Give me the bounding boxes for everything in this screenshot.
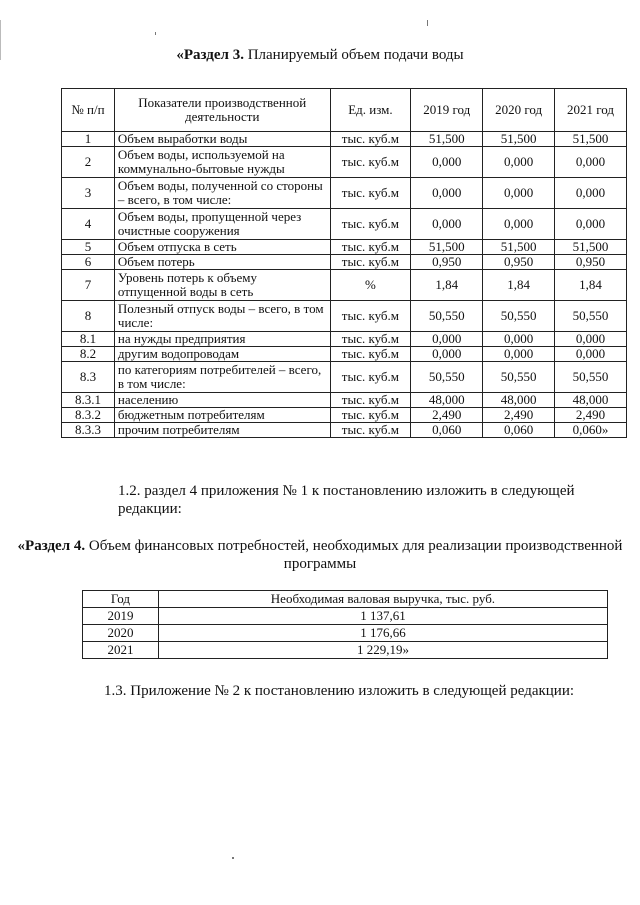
unit-cell: тыс. куб.м — [330, 362, 411, 393]
row-number-cell: 8 — [62, 301, 115, 332]
value-2020-cell: 0,000 — [483, 332, 555, 347]
unit-cell: тыс. куб.м — [330, 132, 411, 147]
value-2021-cell: 51,500 — [555, 132, 627, 147]
value-2020-cell: 50,550 — [483, 362, 555, 393]
table-row — [62, 178, 627, 209]
value-2020-cell: 0,000 — [483, 347, 555, 362]
value-2021-cell: 51,500 — [555, 240, 627, 255]
section-4-prefix: «Раздел 4. — [17, 538, 86, 554]
paragraph-1-3-text: 1.3. Приложение № 2 к постановлению изложить в следующей редакции: — [104, 683, 575, 699]
value-2020-cell: 0,060 — [483, 423, 555, 438]
value-2019-cell: 50,550 — [411, 362, 483, 393]
indicator-name-cell: другим водопроводам — [114, 347, 330, 362]
unit-cell: тыс. куб.м — [330, 393, 411, 408]
scan-mark — [155, 32, 156, 35]
unit-cell: тыс. куб.м — [330, 209, 411, 240]
value-2021-cell: 0,000 — [555, 178, 627, 209]
table-row — [62, 332, 627, 347]
unit-cell: тыс. куб.м — [330, 255, 411, 270]
value-2019-cell: 2,490 — [411, 408, 483, 423]
value-2021-cell: 50,550 — [555, 362, 627, 393]
unit-cell: тыс. куб.м — [330, 178, 411, 209]
row-number-cell: 3 — [62, 178, 115, 209]
value-2021-cell: 0,000 — [555, 209, 627, 240]
indicator-name-cell: Объем выработки воды — [114, 132, 330, 147]
value-2019-cell: 1,84 — [411, 270, 483, 301]
value-2020-cell: 0,000 — [483, 147, 555, 178]
paragraph-1-2-text: 1.2. раздел 4 приложения № 1 к постановлению изложить в следующей редакции: — [118, 483, 575, 517]
row-number-cell: 8.3.3 — [62, 423, 115, 438]
value-2019-cell: 0,000 — [411, 347, 483, 362]
table-row — [83, 608, 608, 625]
row-number-cell: 1 — [62, 132, 115, 147]
scan-mark — [232, 857, 234, 859]
value-2021-cell: 1,84 — [555, 270, 627, 301]
table-row — [83, 625, 608, 642]
value-2019-cell: 48,000 — [411, 393, 483, 408]
indicator-name-cell: на нужды предприятия — [114, 332, 330, 347]
section-3-prefix: «Раздел 3. — [176, 47, 244, 63]
indicator-name-cell: Объем воды, полученной со стороны – всего, в том числе: — [114, 178, 330, 209]
row-number-cell: 2 — [62, 147, 115, 178]
header-cell: 2020 год — [483, 89, 555, 132]
table-row — [62, 347, 627, 362]
value-2021-cell: 0,000 — [555, 332, 627, 347]
row-number-cell: 4 — [62, 209, 115, 240]
revenue-cell: 1 176,66 — [158, 625, 607, 642]
indicator-name-cell: по категориям потребителей – всего, в том числе: — [114, 362, 330, 393]
header-cell: 2019 год — [411, 89, 483, 132]
indicator-name-cell: Полезный отпуск воды – всего, в том числе: — [114, 301, 330, 332]
row-number-cell: 8.3.1 — [62, 393, 115, 408]
indicator-name-cell: Объем воды, используемой на коммунально-бытовые нужды — [114, 147, 330, 178]
value-2019-cell: 0,000 — [411, 209, 483, 240]
table-row — [62, 362, 627, 393]
value-2020-cell: 0,000 — [483, 209, 555, 240]
section-3-heading — [0, 47, 640, 64]
row-number-cell: 8.1 — [62, 332, 115, 347]
indicator-name-cell: Объем воды, пропущенной через очистные сооружения — [114, 209, 330, 240]
table-row — [62, 255, 627, 270]
row-number-cell: 5 — [62, 240, 115, 255]
revenue-cell: 1 137,61 — [158, 608, 607, 625]
table-row — [62, 408, 627, 423]
section-4-heading — [0, 537, 640, 573]
value-2021-cell: 0,060» — [555, 423, 627, 438]
indicator-name-cell: бюджетным потребителям — [114, 408, 330, 423]
financial-needs-table — [82, 590, 608, 659]
value-2020-cell: 51,500 — [483, 132, 555, 147]
unit-cell: тыс. куб.м — [330, 423, 411, 438]
table-row — [62, 132, 627, 147]
unit-cell: % — [330, 270, 411, 301]
value-2019-cell: 50,550 — [411, 301, 483, 332]
unit-cell: тыс. куб.м — [330, 147, 411, 178]
row-number-cell: 8.2 — [62, 347, 115, 362]
value-2020-cell: 0,000 — [483, 178, 555, 209]
value-2021-cell: 2,490 — [555, 408, 627, 423]
section-3-title: Планируемый объем подачи воды — [247, 47, 464, 63]
value-2021-cell: 50,550 — [555, 301, 627, 332]
value-2021-cell: 48,000 — [555, 393, 627, 408]
header-cell: Необходимая валовая выручка, тыс. руб. — [158, 591, 607, 608]
scan-mark — [427, 20, 428, 26]
header-cell: 2021 год — [555, 89, 627, 132]
table-row — [62, 393, 627, 408]
value-2020-cell: 2,490 — [483, 408, 555, 423]
header-cell: Год — [83, 591, 159, 608]
value-2019-cell: 0,000 — [411, 147, 483, 178]
indicator-name-cell: Объем отпуска в сеть — [114, 240, 330, 255]
unit-cell: тыс. куб.м — [330, 347, 411, 362]
table-header-row — [62, 89, 627, 132]
value-2019-cell: 51,500 — [411, 132, 483, 147]
section-4-title: Объем финансовых потребностей, необходимых для реализации производственной программы — [88, 538, 623, 572]
revenue-cell: 1 229,19» — [158, 642, 607, 659]
value-2020-cell: 51,500 — [483, 240, 555, 255]
table-row — [83, 642, 608, 659]
indicator-name-cell: Уровень потерь к объему отпущенной воды в сеть — [114, 270, 330, 301]
table-row — [62, 423, 627, 438]
value-2020-cell: 1,84 — [483, 270, 555, 301]
table-row — [62, 209, 627, 240]
row-number-cell: 8.3.2 — [62, 408, 115, 423]
table-header-row — [83, 591, 608, 608]
year-cell: 2020 — [83, 625, 159, 642]
year-cell: 2019 — [83, 608, 159, 625]
value-2019-cell: 51,500 — [411, 240, 483, 255]
value-2019-cell: 0,060 — [411, 423, 483, 438]
value-2019-cell: 0,000 — [411, 178, 483, 209]
table-row — [62, 240, 627, 255]
value-2020-cell: 48,000 — [483, 393, 555, 408]
water-supply-table — [61, 88, 627, 438]
row-number-cell: 7 — [62, 270, 115, 301]
table-row — [62, 301, 627, 332]
row-number-cell: 6 — [62, 255, 115, 270]
table-row — [62, 147, 627, 178]
unit-cell: тыс. куб.м — [330, 240, 411, 255]
header-cell: № п/п — [62, 89, 115, 132]
table-row — [62, 270, 627, 301]
indicator-name-cell: населению — [114, 393, 330, 408]
paragraph-1-3 — [104, 682, 624, 700]
paragraph-1-2 — [118, 482, 608, 518]
unit-cell: тыс. куб.м — [330, 332, 411, 347]
unit-cell: тыс. куб.м — [330, 408, 411, 423]
value-2021-cell: 0,000 — [555, 147, 627, 178]
value-2021-cell: 0,950 — [555, 255, 627, 270]
value-2020-cell: 50,550 — [483, 301, 555, 332]
value-2021-cell: 0,000 — [555, 347, 627, 362]
indicator-name-cell: Объем потерь — [114, 255, 330, 270]
indicator-name-cell: прочим потребителям — [114, 423, 330, 438]
value-2019-cell: 0,950 — [411, 255, 483, 270]
header-cell: Ед. изм. — [330, 89, 411, 132]
row-number-cell: 8.3 — [62, 362, 115, 393]
year-cell: 2021 — [83, 642, 159, 659]
value-2019-cell: 0,000 — [411, 332, 483, 347]
header-cell: Показатели производственной деятельности — [114, 89, 330, 132]
unit-cell: тыс. куб.м — [330, 301, 411, 332]
value-2020-cell: 0,950 — [483, 255, 555, 270]
